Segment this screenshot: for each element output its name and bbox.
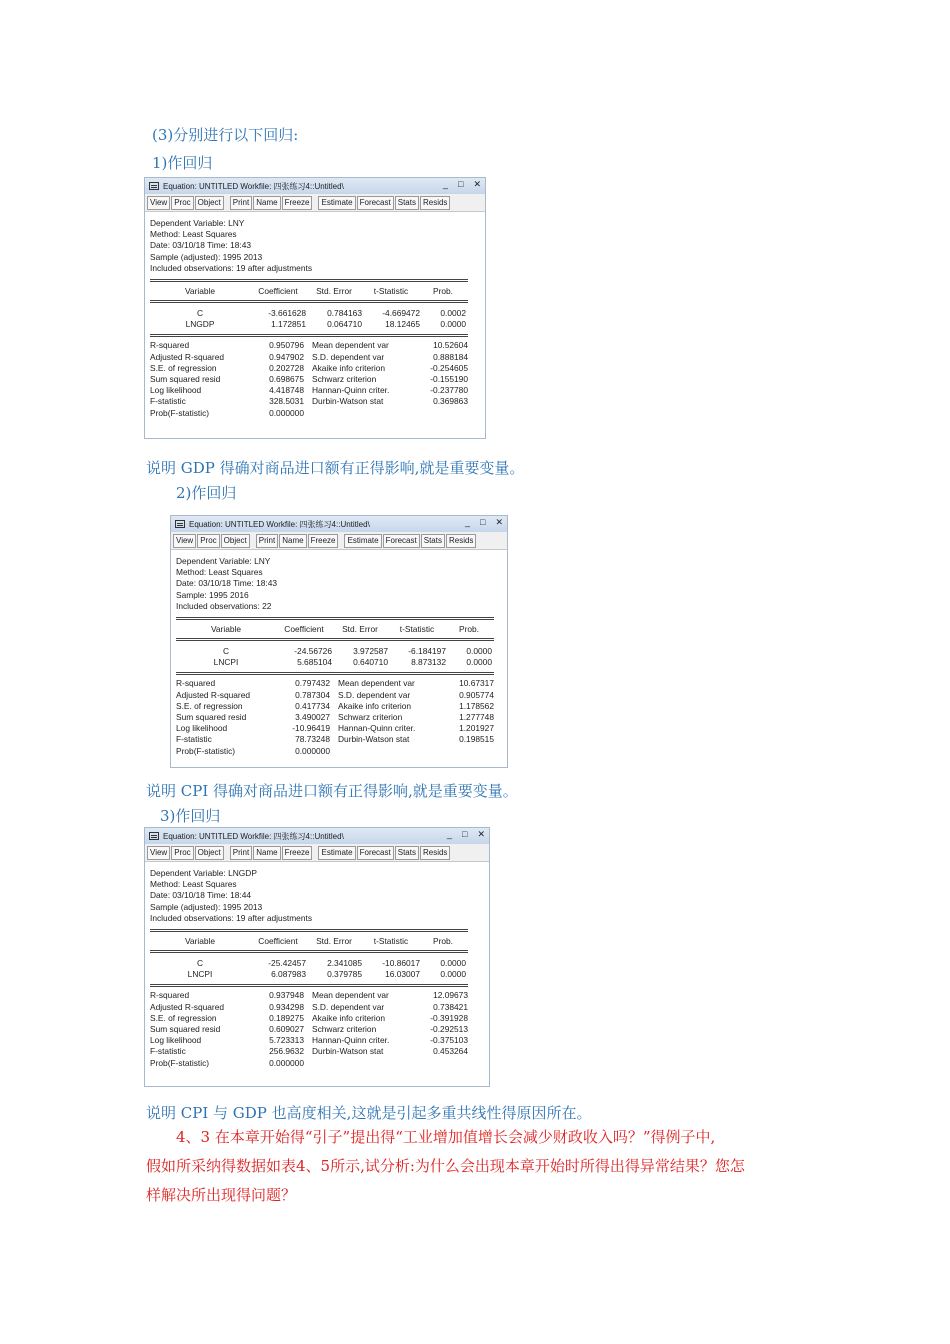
header-line: Sample (adjusted): 1995 2013 [150,901,263,912]
note-multicollinearity: 说明 CPI 与 GDP 也高度相关,这就是引起多重共线性得原因所在。 [146,1104,592,1122]
stat-value: 12.09673 [433,990,468,1001]
header-line: Method: Least Squares [150,879,237,890]
minimize-icon[interactable]: _ [443,179,449,189]
stat-value: -10.96419 [292,723,330,734]
maximize-icon[interactable]: □ [458,179,464,189]
column-header: Variable [210,624,242,635]
toolbar-button-proc[interactable]: Proc [197,534,219,548]
stat-label: Durbin-Watson stat [338,734,410,745]
header-line: Included observations: 19 after adjustments [150,912,313,923]
stat-label: R-squared [176,678,216,689]
regression-output [145,868,489,1069]
output-header [176,556,507,612]
stat-label: F-statistic [176,734,212,745]
stats-row [150,1013,489,1024]
table-cell: LNCPI [187,969,213,980]
minimize-icon[interactable]: _ [465,517,471,527]
column-header: Std. Error [316,936,352,947]
stats-block [176,675,507,756]
column-header: t-Statistic [373,286,409,297]
stat-label: Schwarz criterion [312,1024,377,1035]
note-gdp: 说明 GDP 得确对商品进口额有正得影响,就是重要变量。 [146,459,525,477]
table-cell: 6.087983 [271,969,306,980]
column-header: t-Statistic [399,624,435,635]
header-line: Dependent Variable: LNY [150,218,245,228]
stat-label: Durbin-Watson stat [312,1046,384,1057]
table-cell: 8.873132 [411,657,446,668]
close-icon[interactable]: ✕ [473,179,481,189]
stat-label: R-squared [150,340,190,351]
equation-icon [149,182,159,190]
stat-value: 0.937948 [269,990,304,1001]
stat-label: Prob(F-statistic) [176,745,236,756]
stats-row [150,352,485,363]
stats-row [150,374,485,385]
stat-label: Akaike info criterion [338,700,412,711]
header-line: Sample: 1995 2016 [176,589,249,600]
heading-reg2: 2)作回归 [176,484,237,502]
table-row [150,969,489,980]
table-cell: 1.172851 [271,319,306,330]
toolbar-button-stats[interactable]: Stats [421,534,445,548]
window-toolbar [145,194,485,212]
column-header: Coefficient [258,286,298,297]
stat-label: F-statistic [150,1046,186,1057]
stats-row [176,723,507,734]
stat-value: 1.178562 [459,700,494,711]
stat-label: Adjusted R-squared [176,689,251,700]
column-header: t-Statistic [373,936,409,947]
header-line: Date: 03/10/18 Time: 18:43 [176,578,278,589]
stats-row [150,1002,489,1013]
column-header: Coefficient [284,624,324,635]
heading-reg3: 3)作回归 [160,807,221,825]
header-line: Method: Least Squares [176,567,263,578]
header-line: Dependent Variable: LNGDP [150,868,257,878]
column-header: Prob. [432,936,454,947]
stat-value: -0.237780 [430,385,468,396]
stat-label: R-squared [150,990,190,1001]
stat-value: 10.67317 [459,678,494,689]
eviews-equation-window-1 [144,177,486,439]
stats-row [150,396,485,407]
stat-value: 0.453264 [433,1046,468,1057]
table-row [150,308,485,319]
stat-label: Hannan-Quinn criter. [312,1035,390,1046]
equation-icon [175,520,185,528]
stat-label: F-statistic [150,396,186,407]
stat-value: -0.375103 [430,1035,468,1046]
window-toolbar [171,532,507,550]
stat-label: Sum squared resid [176,712,247,723]
window-titlebar[interactable] [171,516,507,532]
close-icon[interactable]: ✕ [495,517,503,527]
toolbar-button-stats[interactable]: Stats [395,846,419,860]
stats-row [150,1035,489,1046]
stats-row [176,712,507,723]
window-title: Equation: UNTITLED Workfile: 四张练习4::Untitled\ [163,831,344,841]
toolbar-button-name[interactable]: Name [253,196,280,210]
exercise-line-3: 样解决所出现得问题？ [146,1186,297,1204]
stat-value: 0.738421 [433,1001,468,1012]
stats-row [150,408,485,419]
toolbar-button-print[interactable]: Print [230,196,252,210]
toolbar-button-freeze[interactable]: Freeze [282,846,313,860]
column-header: Coefficient [258,936,298,947]
stat-label: Schwarz criterion [312,374,377,385]
table-cell: 0.640710 [353,657,388,668]
output-header [150,218,485,274]
toolbar-button-name[interactable]: Name [279,534,306,548]
header-line: Date: 03/10/18 Time: 18:44 [150,890,252,901]
table-cell: 0.0000 [440,958,466,969]
stat-label: Log likelihood [150,385,202,396]
toolbar-button-object[interactable]: Object [195,196,224,210]
stat-value: 0.198515 [459,734,494,745]
stat-label: Schwarz criterion [338,712,403,723]
heading-part3: (3)分别进行以下回归: [152,126,299,144]
table-cell: C [196,958,204,969]
stat-value: 0.369863 [433,396,468,407]
heading-reg1: 1)作回归 [152,154,213,172]
table-cell: 0.0002 [440,308,466,319]
stat-value: 0.888184 [433,351,468,362]
toolbar-button-proc[interactable]: Proc [171,196,193,210]
stat-value: 0.905774 [459,689,494,700]
toolbar-button-object[interactable]: Object [195,846,224,860]
maximize-icon[interactable]: □ [462,829,468,839]
toolbar-button-proc[interactable]: Proc [171,846,193,860]
stats-row [150,363,485,374]
table-cell: 2.341085 [327,958,362,969]
coef-table-header [150,932,489,950]
stat-value: 0.947902 [269,351,304,362]
toolbar-button-name[interactable]: Name [253,846,280,860]
stat-label: Mean dependent var [312,340,389,351]
table-cell: -10.86017 [382,958,420,969]
column-header: Variable [184,286,216,297]
stat-label: Akaike info criterion [312,1012,386,1023]
toolbar-button-object[interactable]: Object [221,534,250,548]
toolbar-button-estimate[interactable]: Estimate [318,196,355,210]
header-line: Included observations: 22 [176,600,272,611]
table-cell: -24.56726 [294,646,332,657]
coef-table-body [150,303,485,334]
window-title: Equation: UNTITLED Workfile: 四张练习4::Untitled\ [163,181,344,191]
stats-row [176,678,507,689]
table-cell: 18.12465 [385,319,420,330]
table-row [150,319,485,330]
stat-label: Sum squared resid [150,374,221,385]
header-line: Included observations: 19 after adjustments [150,262,313,273]
toolbar-button-resids[interactable]: Resids [446,534,476,548]
stat-label: Mean dependent var [312,990,389,1001]
toolbar-button-stats[interactable]: Stats [395,196,419,210]
stat-value: 78.73248 [295,734,330,745]
toolbar-button-view[interactable]: View [173,534,196,548]
stat-value: 0.000000 [269,1057,304,1068]
toolbar-button-forecast[interactable]: Forecast [357,846,394,860]
toolbar-button-resids[interactable]: Resids [420,846,450,860]
stat-label: S.D. dependent var [312,351,385,362]
header-line: Date: 03/10/18 Time: 18:43 [150,240,252,251]
table-cell: C [222,646,230,657]
table-cell: 0.0000 [440,319,466,330]
stat-label: Adjusted R-squared [150,351,225,362]
stats-row [150,385,485,396]
window-titlebar[interactable] [145,828,489,844]
window-titlebar[interactable] [145,178,485,194]
stat-value: 0.000000 [269,407,304,418]
table-row [176,657,507,668]
exercise-line-2: 假如所采纳得数据如表4、5所示,试分析:为什么会出现本章开始时所得出得异常结果？您怎 [146,1157,745,1175]
stats-row [150,340,485,351]
toolbar-button-view[interactable]: View [147,196,170,210]
stat-value: 1.277748 [459,712,494,723]
stat-label: Akaike info criterion [312,362,386,373]
stat-value: -0.391928 [430,1012,468,1023]
stat-label: Prob(F-statistic) [150,1057,210,1068]
stat-label: Durbin-Watson stat [312,396,384,407]
stat-label: S.E. of regression [176,700,243,711]
exercise-line-1: 4、3 在本章开始得“引子”提出得“工业增加值增长会减少财政收入吗？”得例子中, [176,1128,716,1146]
column-header: Prob. [432,286,454,297]
stat-label: Mean dependent var [338,678,415,689]
coef-table-body [150,953,489,984]
table-cell: C [196,308,204,319]
stat-label: Adjusted R-squared [150,1001,225,1012]
stat-value: 5.723313 [269,1035,304,1046]
table-row [176,646,507,657]
stat-value: 1.201927 [459,723,494,734]
table-cell: 0.0000 [466,657,492,668]
stat-label: Hannan-Quinn criter. [312,385,390,396]
stat-value: 0.698675 [269,374,304,385]
table-cell: 0.784163 [327,308,362,319]
toolbar-button-print[interactable]: Print [256,534,278,548]
stat-value: -0.292513 [430,1024,468,1035]
minimize-icon[interactable]: _ [447,829,453,839]
toolbar-button-freeze[interactable]: Freeze [308,534,339,548]
toolbar-button-estimate[interactable]: Estimate [344,534,381,548]
stat-value: 10.52604 [433,340,468,351]
stat-value: 0.934298 [269,1001,304,1012]
coef-table-header [176,620,507,638]
equation-icon [149,832,159,840]
stat-value: -0.155190 [430,374,468,385]
stat-label: Log likelihood [150,1035,202,1046]
stats-row [150,1046,489,1057]
header-line: Sample (adjusted): 1995 2013 [150,251,263,262]
table-cell: LNCPI [213,657,239,668]
column-header: Std. Error [316,286,352,297]
stat-value: 0.202728 [269,362,304,373]
table-cell: -25.42457 [268,958,306,969]
toolbar-button-forecast[interactable]: Forecast [357,196,394,210]
stat-value: 0.787304 [295,689,330,700]
toolbar-button-print[interactable]: Print [230,846,252,860]
toolbar-button-forecast[interactable]: Forecast [383,534,420,548]
toolbar-button-freeze[interactable]: Freeze [282,196,313,210]
table-cell: 0.0000 [466,646,492,657]
coef-table-body [176,641,507,672]
close-icon[interactable]: ✕ [477,829,485,839]
table-cell: 3.972587 [353,646,388,657]
window-toolbar [145,844,489,862]
table-cell: 16.03007 [385,969,420,980]
stat-label: S.D. dependent var [312,1001,385,1012]
toolbar-button-view[interactable]: View [147,846,170,860]
eviews-equation-window-3 [144,827,490,1087]
stat-label: S.E. of regression [150,362,217,373]
toolbar-button-estimate[interactable]: Estimate [318,846,355,860]
stats-row [176,734,507,745]
table-row [150,958,489,969]
stats-row [150,1024,489,1035]
stats-row [150,1058,489,1069]
stat-value: 0.417734 [295,700,330,711]
stat-label: Hannan-Quinn criter. [338,723,416,734]
stat-value: 0.189275 [269,1012,304,1023]
stat-value: 0.797432 [295,678,330,689]
stat-value: 0.950796 [269,340,304,351]
coef-table-header [150,282,485,300]
table-cell: -4.669472 [382,308,420,319]
table-cell: -6.184197 [408,646,446,657]
stats-block [150,987,489,1068]
stat-value: 0.000000 [295,745,330,756]
table-cell: LNGDP [185,319,215,330]
header-line: Method: Least Squares [150,229,237,240]
column-header: Prob. [458,624,480,635]
header-line: Dependent Variable: LNY [176,556,271,566]
maximize-icon[interactable]: □ [480,517,486,527]
output-header [150,868,489,924]
table-cell: 0.0000 [440,969,466,980]
exercise-paragraph [146,1123,814,1210]
window-title: Equation: UNTITLED Workfile: 四张练习4::Untitled\ [189,519,370,529]
stat-label: S.D. dependent var [338,689,411,700]
table-cell: 0.064710 [327,319,362,330]
stat-value: 4.418748 [269,385,304,396]
stats-row [150,990,489,1001]
stats-row [176,690,507,701]
stat-label: S.E. of regression [150,1012,217,1023]
table-cell: -3.661628 [268,308,306,319]
column-header: Variable [184,936,216,947]
stat-label: Log likelihood [176,723,228,734]
column-header: Std. Error [342,624,378,635]
regression-output [145,218,485,419]
eviews-equation-window-2 [170,515,508,768]
stat-value: -0.254605 [430,362,468,373]
stats-block [150,337,485,418]
stat-value: 328.5031 [269,396,304,407]
stat-value: 256.9632 [269,1046,304,1057]
table-cell: 5.685104 [297,657,332,668]
stat-value: 3.490027 [295,712,330,723]
toolbar-button-resids[interactable]: Resids [420,196,450,210]
stats-row [176,701,507,712]
note-cpi: 说明 CPI 得确对商品进口额有正得影响,就是重要变量。 [146,782,518,800]
stat-label: Sum squared resid [150,1024,221,1035]
table-cell: 0.379785 [327,969,362,980]
stat-label: Prob(F-statistic) [150,407,210,418]
stat-value: 0.609027 [269,1024,304,1035]
stats-row [176,746,507,757]
regression-output [171,556,507,757]
